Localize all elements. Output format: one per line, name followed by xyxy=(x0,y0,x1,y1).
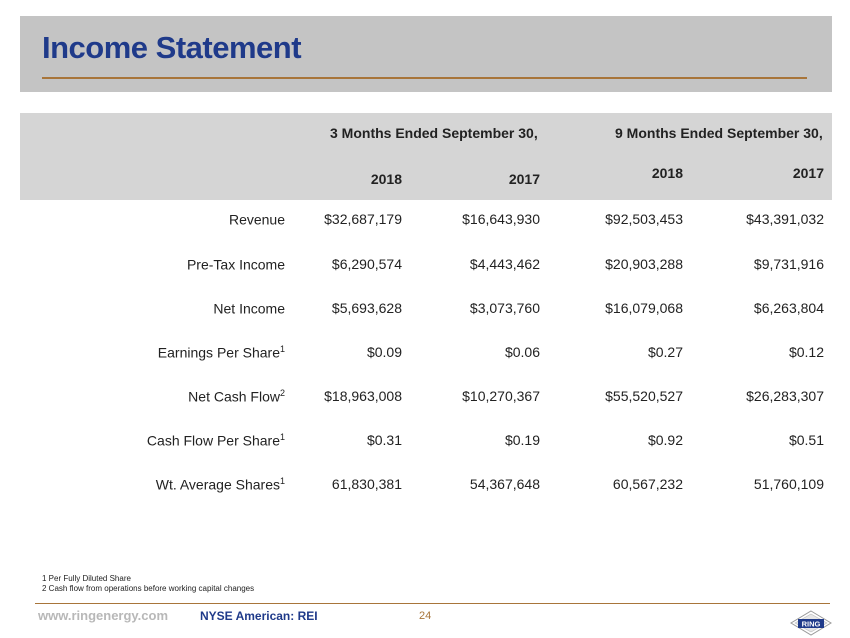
table-cell: $6,290,574 xyxy=(331,256,402,272)
table-cell: 60,567,232 xyxy=(612,476,683,492)
table-cell: $16,643,930 xyxy=(462,211,540,227)
row-label-earnings-per-share: Earnings Per Share$^1$ xyxy=(157,344,285,361)
footer-website-link[interactable]: www.ringenergy.com xyxy=(38,608,169,623)
table-cell: $92,503,453 xyxy=(605,211,683,227)
table-cell: 54,367,648 xyxy=(469,476,540,492)
footer-divider xyxy=(35,603,830,604)
table-cell: $16,079,068 xyxy=(605,300,683,316)
table-cell: $20,903,288 xyxy=(605,256,683,272)
row-label-revenue: Revenue xyxy=(228,211,285,228)
table-cell: $9,731,916 xyxy=(753,256,824,272)
table-cell: $6,263,804 xyxy=(753,300,824,316)
table-cell: $4,443,462 xyxy=(469,256,540,272)
page-number: 24 xyxy=(419,610,432,622)
year-header-3m-2017: 2017 xyxy=(508,171,540,187)
table-cell: 61,830,381 xyxy=(331,476,402,492)
table-cell: $0.19 xyxy=(504,432,540,448)
table-cell: $0.09 xyxy=(366,344,402,360)
page-title: Income Statement xyxy=(42,30,302,65)
svg-text:RING: RING xyxy=(801,619,821,629)
year-header-9m-2018: 2018 xyxy=(651,165,683,181)
table-cell: $5,693,628 xyxy=(331,300,402,316)
group-header-3-months: 3 Months Ended September 30, xyxy=(330,125,538,141)
table-cell: $0.92 xyxy=(647,432,683,448)
table-cell: 51,760,109 xyxy=(753,476,824,492)
table-cell: $10,270,367 xyxy=(462,388,540,404)
row-label-wt-average-shares: Wt. Average Shares$^1$ xyxy=(155,476,285,493)
row-label-net-cash-flow: Net Cash Flow$^2$ xyxy=(188,388,285,405)
row-label-cash-flow-per-share: Cash Flow Per Share$^1$ xyxy=(146,432,285,449)
table-cell: $0.51 xyxy=(788,432,824,448)
title-divider xyxy=(42,77,807,79)
row-label-pre-tax-income: Pre-Tax Income xyxy=(186,256,285,273)
table-cell: $0.27 xyxy=(647,344,683,360)
footnote-1: 1 Per Fully Diluted Share xyxy=(42,574,131,583)
table-cell: $18,963,008 xyxy=(324,388,402,404)
table-cell: $26,283,307 xyxy=(746,388,824,404)
footnote-2: 2 Cash flow from operations before working capital changes xyxy=(42,584,255,593)
year-header-9m-2017: 2017 xyxy=(792,165,824,181)
footer-ticker: NYSE American: REI xyxy=(200,609,318,623)
table-cell: $0.31 xyxy=(366,432,402,448)
footnotes xyxy=(42,574,254,594)
year-header-3m-2018: 2018 xyxy=(370,171,402,187)
table-cell: $32,687,179 xyxy=(324,211,402,227)
table-cell: $55,520,527 xyxy=(605,388,683,404)
group-header-9-months: 9 Months Ended September 30, xyxy=(615,125,823,141)
table-cell: $0.12 xyxy=(788,344,824,360)
table-cell: $3,073,760 xyxy=(469,300,540,316)
row-label-net-income: Net Income xyxy=(213,300,285,317)
ring-logo-icon xyxy=(790,610,832,636)
table-cell: $0.06 xyxy=(504,344,540,360)
table-cell: $43,391,032 xyxy=(746,211,824,227)
